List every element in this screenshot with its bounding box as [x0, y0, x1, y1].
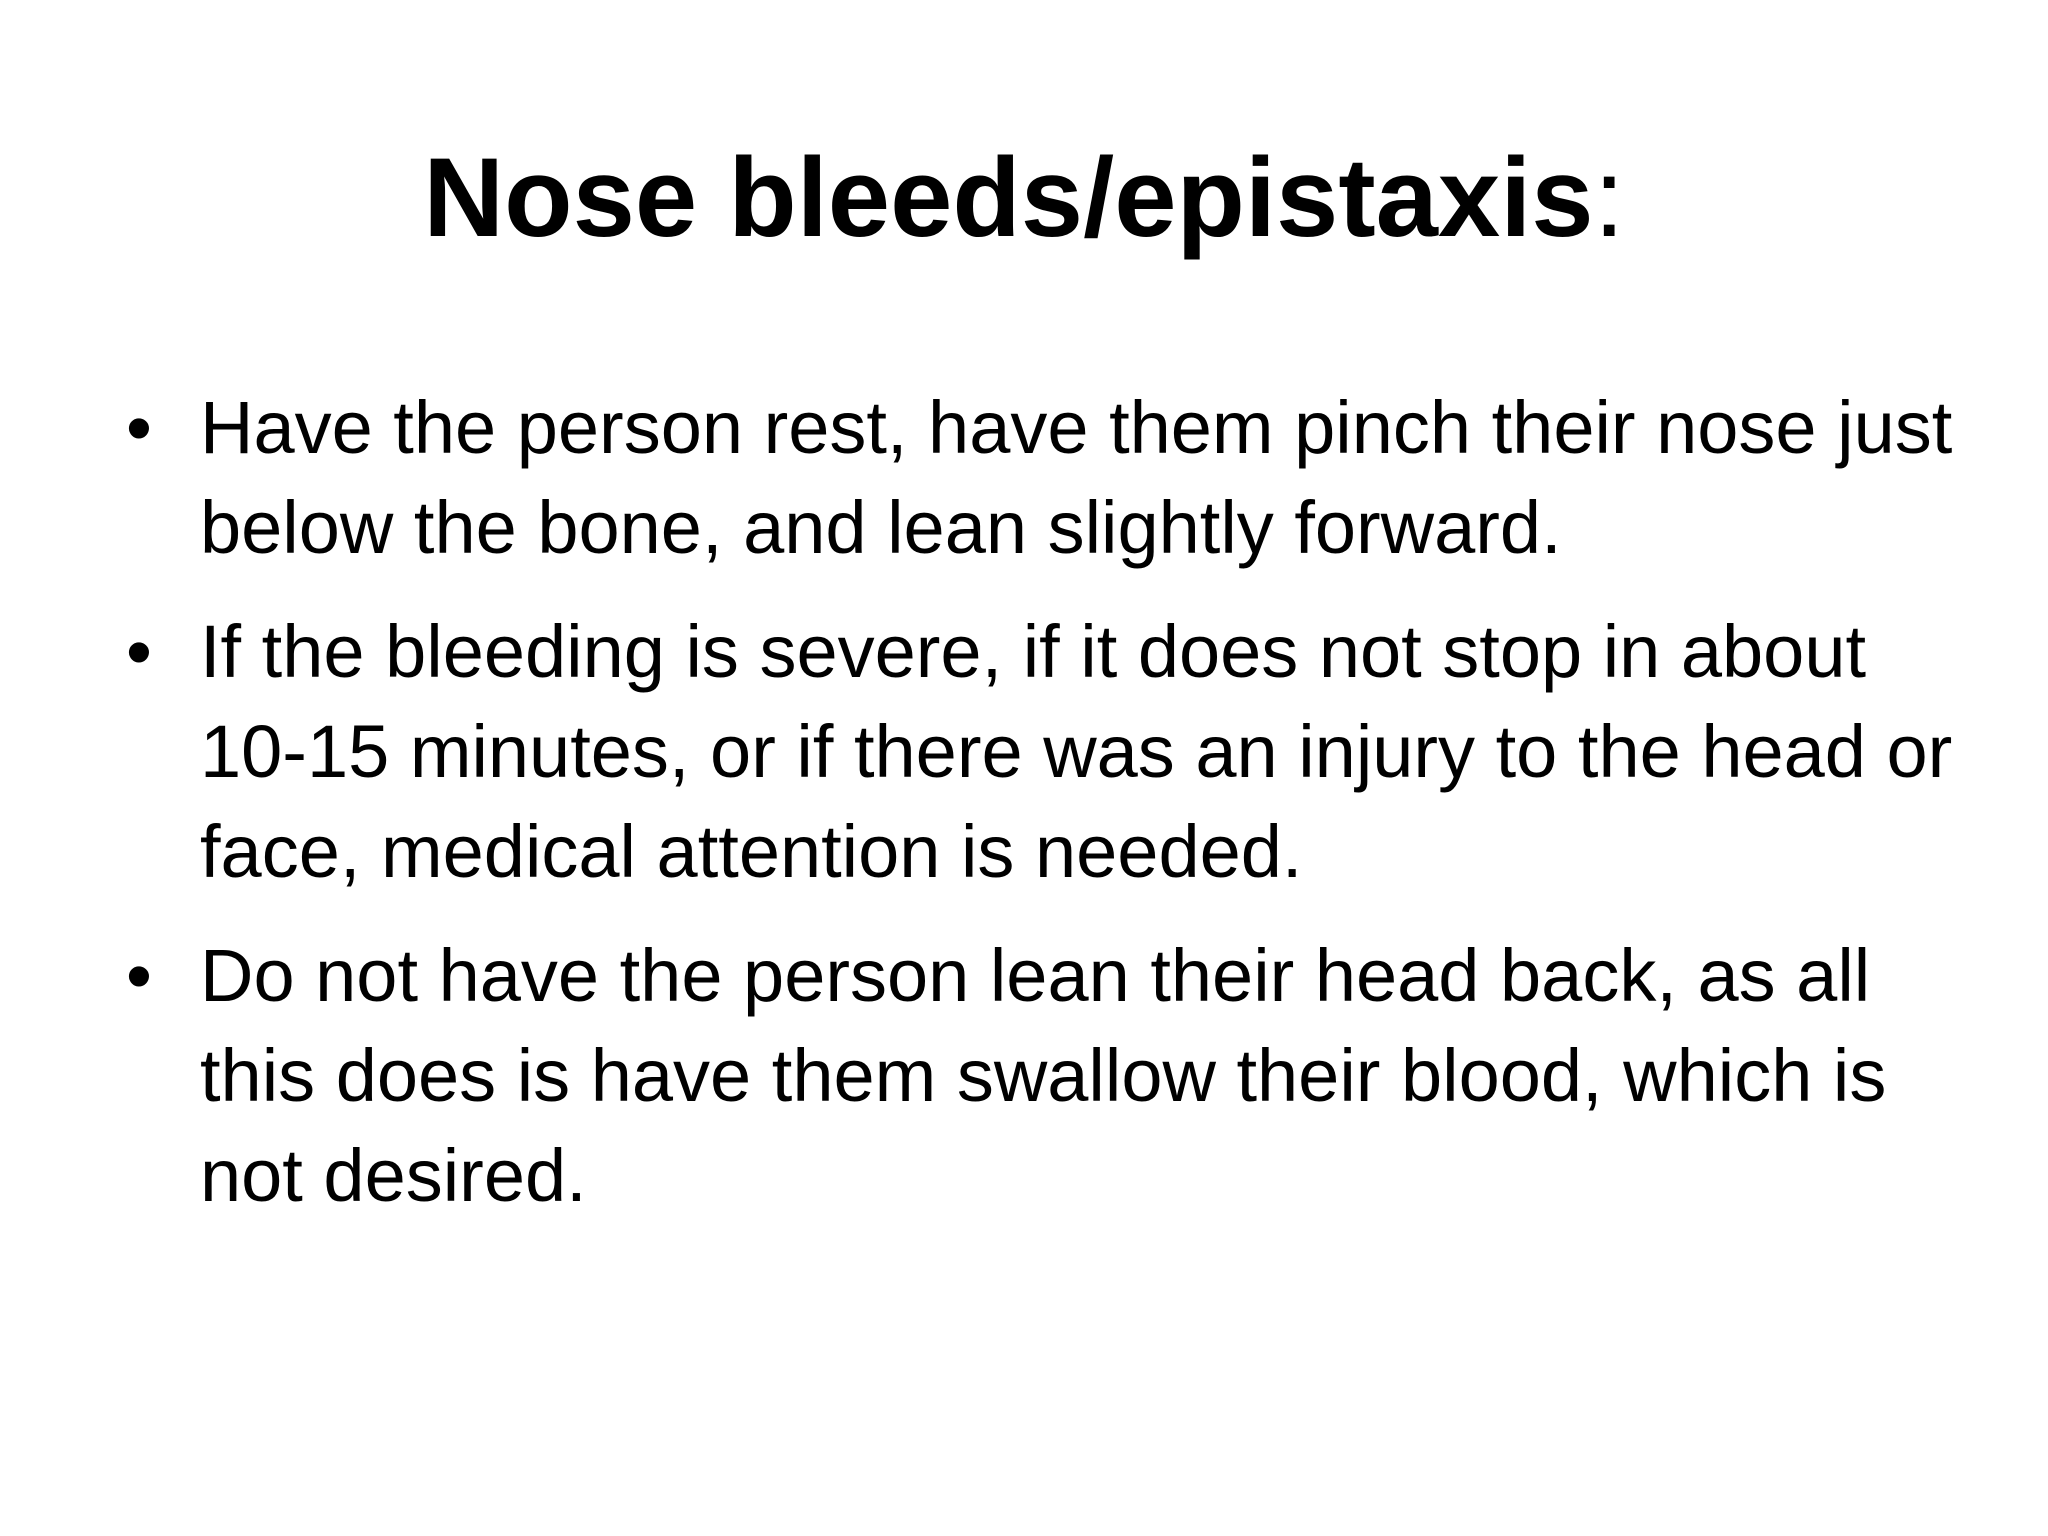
bullet-text-3: Do not have the person lean their head back, as all this does is have them swallow their blood, which is not desired.	[200, 934, 1887, 1217]
bullet-dot-icon: •	[126, 610, 152, 693]
bullet-text-1: Have the person rest, have them pinch their nose just below the bone, and lean slightly forward.	[200, 386, 1953, 569]
slide-title	[0, 128, 2048, 268]
bullet-list	[126, 378, 1960, 1250]
bullet-item-2	[126, 602, 1960, 902]
bullet-dot-icon: •	[126, 934, 152, 1017]
bullet-text-2: If the bleeding is severe, if it does not stop in about 10-15 minutes, or if there was an injury to the head or face, medical attention is needed.	[200, 610, 1953, 893]
slide-title-text: Nose bleeds/epistaxis	[423, 135, 1594, 260]
bullet-item-3	[126, 926, 1960, 1226]
bullet-item-1	[126, 378, 1960, 578]
slide-title-colon: :	[1593, 135, 1625, 260]
bullet-dot-icon: •	[126, 386, 152, 469]
